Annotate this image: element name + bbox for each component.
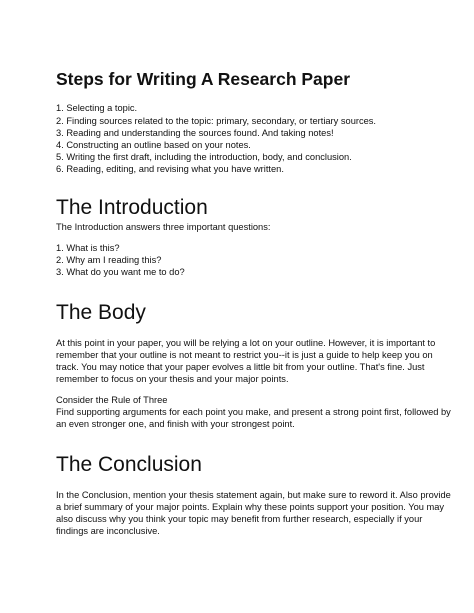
- conclusion-paragraph-line: findings are inconclusive.: [56, 526, 160, 536]
- rule-of-three-title: Consider the Rule of Three: [56, 395, 168, 405]
- step-item: 5. Writing the first draft, including the introduction, body, and conclusion.: [56, 152, 352, 162]
- step-item: 2. Finding sources related to the topic: primary, secondary, or tertiary sources.: [56, 116, 377, 126]
- conclusion-paragraph-line: a brief summary of your major points. Explain why these points support your position. You may: [56, 502, 445, 512]
- body-paragraph-line: remember that your outline is not meant to restrict you--it is just a guide to help keep you on: [56, 350, 433, 360]
- rule-of-three-line: an even stronger one, and finish with your strongest point.: [56, 419, 295, 429]
- body-paragraph-line: At this point in your paper, you will be relying a lot on your outline. However, it is important to: [56, 338, 436, 348]
- conclusion-paragraph-line: In the Conclusion, mention your thesis statement again, but make sure to reword it. Also provide: [56, 490, 451, 500]
- conclusion-paragraph-line: also discuss why you think your topic may benefit from further research, especially if your: [56, 514, 423, 524]
- step-item: 1. Selecting a topic.: [56, 103, 138, 113]
- step-item: 4. Constructing an outline based on your notes.: [56, 140, 251, 150]
- rule-of-three-line: Find supporting arguments for each point you make, and present a strong point first, followed by: [56, 407, 451, 417]
- step-item: 6. Reading, editing, and revising what you have written.: [56, 164, 284, 174]
- introduction-lead: The Introduction answers three important questions:: [56, 222, 271, 232]
- question-item: 1. What is this?: [56, 243, 120, 253]
- conclusion-heading: The Conclusion: [56, 453, 202, 476]
- question-item: 2. Why am I reading this?: [56, 255, 162, 265]
- question-item: 3. What do you want me to do?: [56, 267, 185, 277]
- step-item: 3. Reading and understanding the sources found. And taking notes!: [56, 128, 334, 138]
- introduction-heading: The Introduction: [56, 196, 208, 219]
- body-heading: The Body: [56, 301, 146, 324]
- document-title: Steps for Writing A Research Paper: [56, 69, 351, 89]
- body-paragraph-line: remember to focus on your thesis and your major points.: [56, 374, 289, 384]
- body-paragraph-line: track. You may notice that your paper evolves a little bit from your outline. That's fine. Just: [56, 362, 425, 372]
